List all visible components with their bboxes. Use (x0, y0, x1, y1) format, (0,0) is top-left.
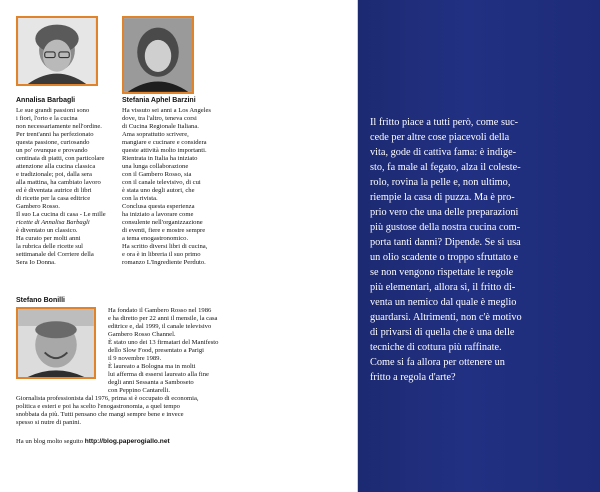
author-photo-barzini (122, 16, 194, 94)
bio-line: il 9 novembre 1989. (108, 354, 162, 362)
bio-line: degli anni Sessanta a Samboseto (108, 378, 194, 386)
bio-line: Conclusa questa esperienza (122, 202, 195, 210)
quote-line: venta un nemico dal quale è meglio (370, 296, 517, 308)
bio-line: di ricette per la casa editrice (16, 194, 91, 202)
bio-line: è diventato un classico. (16, 226, 78, 234)
bio-line: ed è diventata autrice di libri (16, 186, 92, 194)
bio-line: a tema enogastronomico. (122, 234, 189, 242)
bio-line: Il suo La cucina di casa - Le mille (16, 210, 106, 218)
bio-line: non necessariamente nell'ordine. (16, 122, 102, 130)
bio-line: ha iniziato a lavorare come (122, 210, 194, 218)
bio-line: i fiori, l'orto e la cucina (16, 114, 78, 122)
bio-line: settimanale del Corriere della (16, 250, 94, 258)
bio-line: e ha diretto per 22 anni il mensile, la casa (108, 314, 218, 322)
bio-line: Ha scritto diversi libri di cucina, (122, 242, 208, 250)
author-photo-bonilli (16, 307, 96, 379)
bio-line: Ha vissuto sei anni a Los Angeles (122, 106, 212, 114)
bio-line: con la rivista. (122, 194, 158, 202)
bio-line: con il Gambero Rosso, sia (122, 170, 192, 178)
bio-line: Giornalista professionista dal 1976, prima si è occupato di economia, (16, 394, 199, 402)
quote-line: vita, gode di cattiva fama: è indige- (370, 146, 517, 158)
author-name: Annalisa Barbagli (16, 97, 76, 104)
quote-line: riempie la casa di puzza. Ma è pro- (370, 191, 515, 203)
bio-line: un po' ovunque e provando (16, 146, 88, 154)
bio-line: è stata uno degli autori, che (122, 186, 195, 194)
quote-line: Il fritto piace a tutti però, come suc- (370, 116, 519, 128)
bio-line: È laureato a Bologna ma in molti (108, 362, 196, 370)
quote-line: prio vero che una delle preparazioni (370, 206, 519, 218)
quote-line: tecniche di cottura più raffinate. (370, 341, 502, 353)
quote-line: di privarsi di quella che è una delle (370, 326, 515, 338)
bio-line: Le sue grandi passioni sono (16, 106, 90, 114)
bio-line: Ama soprattutto scrivere, (122, 130, 189, 138)
bio-line: questa passione, curiosando (16, 138, 90, 146)
bio-line: di Cucina Regionale Italiana. (122, 122, 199, 130)
bio-line: spesso si nutre di panini. (16, 418, 82, 426)
bio-line: dello Slow Food, presentato a Parigi (108, 346, 204, 354)
quote-line: sto, fa male al fegato, alza il coleste- (370, 161, 521, 173)
quote-line: se non vengono rispettate le regole (370, 266, 514, 278)
bio-line: È stato uno dei 13 firmatari del Manifesto (108, 338, 219, 346)
author-name: Stefano Bonilli (16, 297, 65, 304)
quote-line: porta tanti danni? Dipende. Se si usa (370, 236, 521, 248)
bio-line: ricette di Annalisa Barbagli (16, 218, 90, 226)
quote-line: cede per altre cose piacevoli della (370, 131, 510, 143)
quote-line: Come si fa allora per ottenere un (370, 356, 505, 368)
quote-line: più gustose della nostra cucina com- (370, 221, 521, 233)
quote-line: guardarsi. Altrimenti, non c'è motivo (370, 311, 522, 323)
bio-line: politica e esteri e poi ha scelto l'enogastronomia, a quel tempo (16, 402, 180, 410)
quote-line: fritto a regola d'arte? (370, 371, 456, 383)
portrait-photo (18, 18, 96, 84)
quote-line: un olio scadente o troppo sfruttato e (370, 251, 519, 263)
bio-line: la rubrica delle ricette sul (16, 242, 84, 250)
bio-line: snobbata da più. Tutti pensano che mangi sempre bene e invece (16, 410, 184, 418)
bio-line: con il canale televisivo, di cui (122, 178, 201, 186)
bio-line: attenzione alla cucina classica (16, 162, 96, 170)
bio-line: queste attività molto importanti. (122, 146, 207, 154)
blog-prefix: Ha un blog molto seguito (16, 438, 84, 445)
bio-line: Sera Io Donna. (16, 258, 56, 266)
bio-line: editrice e, dal 1999, il canale televisivo (108, 322, 212, 330)
bio-line: Rientrata in Italia ha iniziato (122, 154, 198, 162)
bio-line: e ora è in libreria il suo primo (122, 250, 201, 258)
bio-line: con Peppino Cantarelli. (108, 386, 171, 394)
bio-line: dove, tra l'altro, teneva corsi (122, 114, 197, 122)
bio-line: Gambero Rosso. (16, 202, 60, 210)
quote-line: più elementari, allora sì, il fritto di- (370, 281, 516, 293)
bio-line: Ha fondato il Gambero Rosso nel 1986 (108, 306, 212, 314)
blog-line (16, 439, 170, 446)
bio-line: Ha curato per molti anni (16, 234, 81, 242)
bio-line: consulente nell'organizzazione (122, 218, 203, 226)
portrait-photo (124, 18, 192, 92)
bio-line: una lunga collaborazione (122, 162, 189, 170)
quote-line: rolo, rovina la pelle e, non ultimo, (370, 176, 511, 188)
bio-line: romanzo L'Ingrediente Perduto. (122, 258, 206, 266)
bio-line: alla mattina, ha cambiato lavoro (16, 178, 101, 186)
portrait-photo (18, 309, 94, 377)
bio-line: e tradizionale; poi, dalla sera (16, 170, 92, 178)
bio-line: lui afferma di essersi laureato alla fine (108, 370, 209, 378)
author-name: Stefania Aphel Barzini (122, 97, 196, 104)
bio-line: di eventi, fiere e mostre sempre (122, 226, 206, 234)
bio-line: Per trent'anni ha perfezionato (16, 130, 94, 138)
bio-line: Gambero Rosso Channel. (108, 330, 176, 338)
bio-line: centinaia di piatti, con particolare (16, 154, 105, 162)
author-photo-barbagli (16, 16, 98, 86)
bio-line: mangiare e cucinare e considera (122, 138, 207, 146)
blog-link[interactable]: http://blog.paperogiallo.net (84, 438, 170, 445)
